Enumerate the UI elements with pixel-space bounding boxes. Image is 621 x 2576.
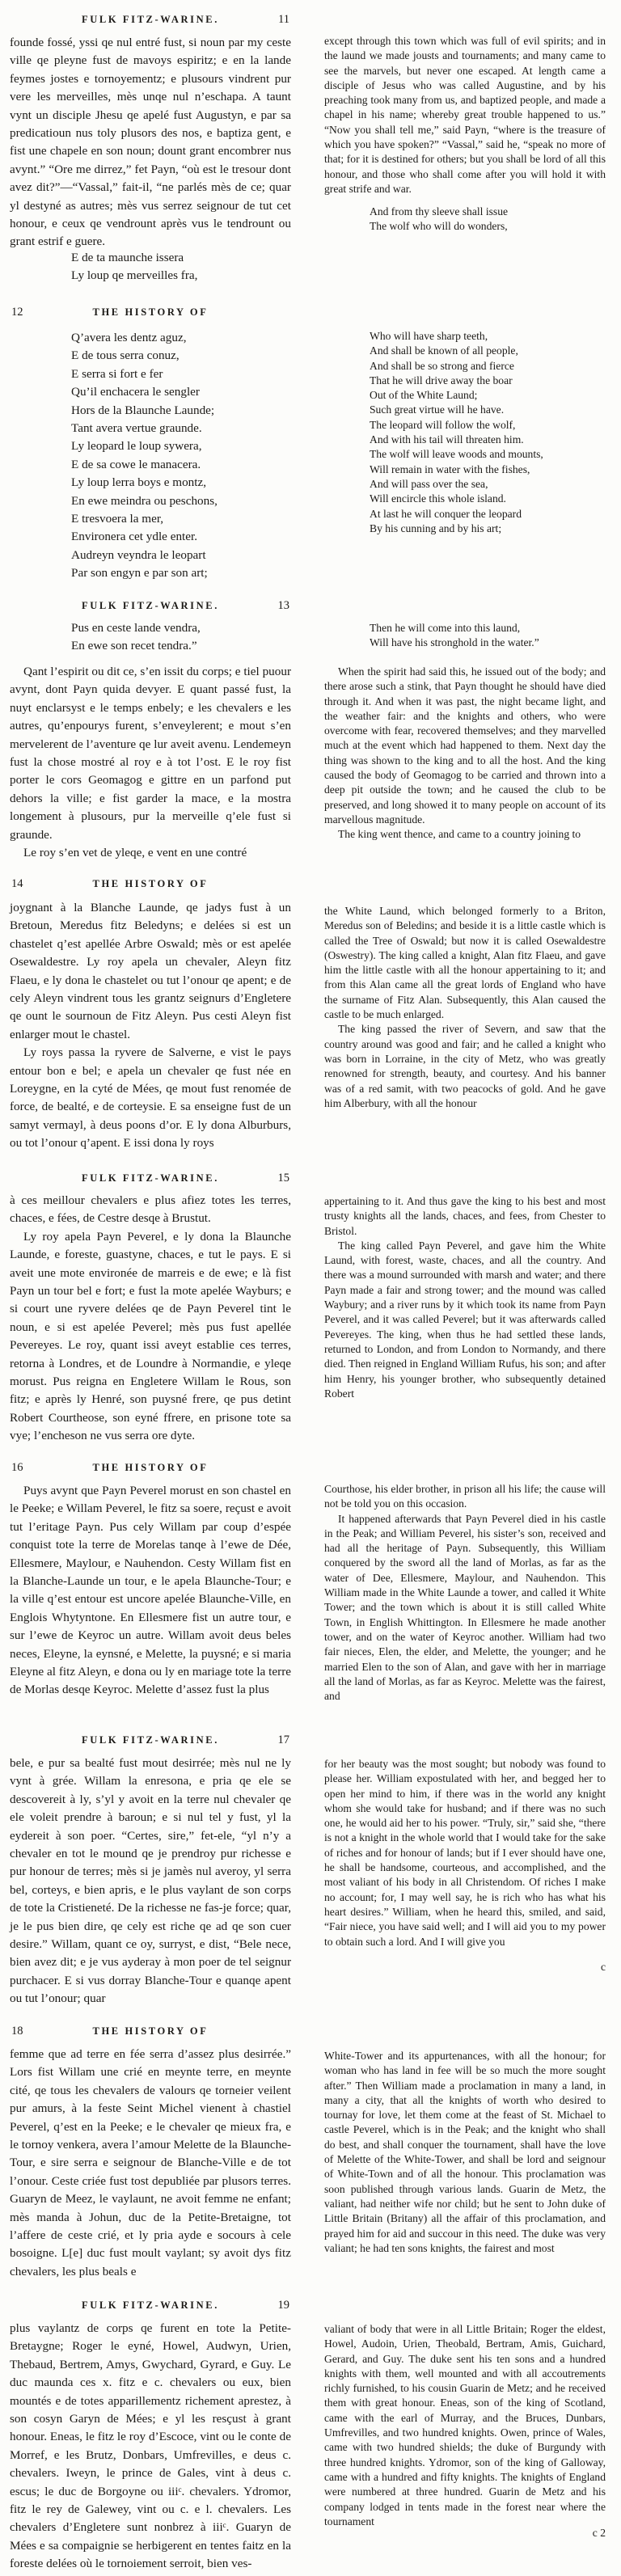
french-page-19-prose [10,2320,291,2574]
header-page-16 [10,1459,291,1477]
verse-line: En ewe son recet tendra.” [71,639,197,653]
prose-paragraph: Le roy s’en vet de yleqe, e vent en une contré [23,846,247,860]
page-number: 15 [277,1172,289,1185]
verse-line: And will pass over the sea, [370,477,488,490]
verse-line: Ly loup lerra boys e montz, [71,475,207,490]
verse-line: Such great virtue will he have. [370,403,505,416]
page-number: 11 [278,13,289,26]
verse-line: And with his tail will threaten him. [370,433,524,446]
prose-paragraph: Ly roy apela Payn Peverel, e ly dona la Blaunche Launde, e foreste, guastyne, chaces, e tut le pays. E si aveit une mote environée de marreis e de ewe; e là fist Payn un tour bel e fort; e fust la mote apelée Wayburs; e si court une ryvere delées qe de Payn Peverel tint le noun, e si est apelée Peverel; mès pus fust apellée Pevereyes. Le roy, quant issi aveyt establie ces terres, retorna à Londres, et de Loundre à Normandie, e yleqe morust. Pus reigna en Engletere Willam le Rous, son fitz; e après ly Henré, son puysné frere, qe pus detint Robert Courtheose, son eyné ffrere, en prisone tote sa vye; l’encheson ne vus serra ore dyte. [10,1229,291,1443]
prose-paragraph: appertaining to it. And thus gave the king to his best and most trusty knights all the lands, chaces, and fees, from Chester to Bristol. [324,1195,606,1237]
page-number: 16 [11,1461,23,1474]
french-page-18-prose [10,2046,291,2281]
french-page-17-prose [10,1755,291,2008]
prose-paragraph: à ces meillour chevalers e plus afiez totes les terres, chaces, e fées, de Cestre desqe à Brustut. [10,1193,291,1226]
english-page-19-prose [324,2322,606,2529]
prose-paragraph: valiant of body that were in all Little Britain; Roger the eldest, Howel, Audoin, Urien, Theobald, Bertram, Amis, Guichard, Gerard, and Guy. The duke sent his ten sons and a hundred knights with them, well mounted and with all accoutrements richly furnished, to his cousin Guarin de Metz; and he received them with great honour. Eneas, son of the king of Scotland, came with the earl of Murray, and the Bruces, Dunbars, Umfrevilles, and two hundred knights. Owen, prince of Wales, came with two hundred shields; the duke of Burgundy with three hundred knights. Ydromor, son of the king of Galloway, came with a hundred and fifty knights. The knights of England were numbered at three hundred. Guarin de Metz and his company lodged in tents made in the forest near where the tournament [324,2323,606,2527]
prose-paragraph: for her beauty was the most sought; but nobody was found to please her. William expostulated with her, and begged her to open her mind to him, if there was in the world any knight whom she would take for husband; and if there was no such one, he would aid her to his power. “Truly, sir,” said she, “there is not a knight in the whole world that I would take for the sake of riches and for honour of lands; but if I ever should have one, he shall be handsome, courteous, and accomplished, and the most valiant of his body in all Christendom. Of riches I make no account; for, I may well say, he is rich who has what his heart desires.” William, when he heard this, smiled, and said, “Fair niece, you have said well; and I will aid you to my power to obtain such a lord. And I will give you [324,1758,606,1948]
prose-paragraph: femme que ad terre en fée serra d’assez plus desirrée.” Lors fist Willam une crié en meynte terre, en meynte cité, qe tous les chevalers de valours qe torneier veilent pur amurs, à la feste Seint Michel vienent à chastiel Peverel, q’est en la Peeke; e le chevaler qe mieux fra, e le tornoy venkera, avera l’amour Melette de la Blaunche-Tour, e sire serra e seignour de Blanche-Ville e de tot l’onour. Ceste criée fust tost depubliée par plusors terres. Guaryn de Meez, le vaylaunt, ne avoit femme ne enfant; mès manda à Johun, duc de la Petite-Bretaigne, tot l’affere de ceste crié, et ly pria ayde e socours à cele bosoigne. L[e] duc fust moult vaylant; sy avoit dys fitz chevalers, les plus beals e [10,2047,291,2278]
french-page-11-verse [10,249,291,285]
header-page-17 [10,1732,291,1750]
prose-paragraph: founde fossé, yssi qe nul entré fust, si noun par my ceste ville qe pleyne fust de mavoys espiritz; e en la lande feymes jostes e tornoyementz; e plusours vindrent pur vere les merveilles, mès unqe nul n’eschapa. A taunt vynt un disciple Jhesu qe apelé fust Augustyn, e par sa predicatioun nus toly plusors des nos, e baptiza gent, e fist une chapele en son noun; dount grant encombrer nus avynt.” “Ore me dirrez,” fet Payn, “où est le tresour dont avez dit?”—“Vassal,” fait-il, “ne parlés mès de ce; quar yl destyné as autres; mès vus serrez seignour de tut cet honour, e ceux qe vendrount après vus le tendrount ou grant estrif e guere. [10,36,291,249]
verse-line: Hors de la Blaunche Launde; [71,403,215,417]
prose-paragraph: bele, e pur sa bealté fust mout desirrée; mès nul ne ly vynt à grée. Willam la enresona, e pria qe ele se descovereit à ly, s’yl y avoit en la terre nul chevaler qe ele voleit prendre à baroun; e si nul tel y fust, yl la eydereit à son poer. “Certes, sire,” fet-ele, “yl n’y a chevaler en tot le mound qe je prendroy pur richesse e pur honour de terres; mès si je jamès nul averoy, yl serra bel, corteys, e bien apris, e le plus vaylant de son corps de tote la Cristieneté. De la richesse ne fas-je force; quar, je le pus bien dire, qe cely est riche qe ad qe son cuer desire.” Willam, quant ce oy, surryst, e dist, “Bele nece, bien avez dit; e je vus ayderay à mon poer de tel seignur purchacer. E si vus dorray Blanche-Tour e quanqe apent ou tut l’onour; quar [10,1756,291,2006]
english-page-18-prose [324,2049,606,2256]
running-title: FULK FITZ-WARINE. [82,600,219,611]
verse-line: Ly leopard le loup sywera, [71,439,202,454]
header-page-13 [10,598,291,615]
signature-mark-c2: c 2 [592,2527,606,2539]
prose-paragraph: White-Tower and its appurtenances, with all the honour; for woman who has land in fee will be so much the more sought after.” Then William made a proclamation in many a land, in many a city, that all the knights of worth who desired to tournay for love, let them come at the feast of St. Michael to castle Peverel, which is in the Peak; and the knight who shall do best, and shall conquer the tournament, shall have the love of Melette of the White-Tower, and shall be lord and seignour of White-Town and of all the honour. This proclamation was soon published through various lands. Guarin de Metz, the valiant, had neither wife nor child; but he sent to John duke of Little Britain (Britany) all the affair of this proclamation, and prayed him for aid and succour in this need. The duke was very valiant; he had ten sons knights, the fairest and most [324,2050,606,2254]
prose-paragraph: except through this town which was full of evil spirits; and in the laund we made jousts and tournaments; and many came to see the marvels, but never one escaped. At length came a disciple of Jesus who was called Augustine, and by his preaching took many from us, and baptized people, and made a chapel in his name; whereby great trouble happened to us.” “Now you shall tell me,” said Payn, “where is the treasure of which you have spoken?” “Vassal,” said he, “speak no more of that; for it is destined for others; but you shall be lord of all this honour, and those who shall come after you will hold it with great strife and war. [324,35,606,195]
verse-line: And from thy sleeve shall issue [370,205,509,217]
verse-line: Will have his stronghold in the water.” [370,636,539,649]
french-page-11-prose [10,34,291,251]
prose-paragraph: joygnant à la Blanche Launde, qe jadys fust à un Bretoun, Meredus fitz Beledyns; e delées si est un chastelet q’est apellée Arbre Oswald; mès or est apelée Osewaldestre. Ly roy apela un chevaler, Aleyn fitz Flaeu, e ly dona le chastelet ou tut l’onour qe apent; e de cely Aleyn vindrent tous les grantz seignurs d’Engletere qe ount le sournoun de Fitz Aleyn. Pus cesti Aleyn fist enlarger mout le chastel. [10,901,291,1041]
verse-line: E de ta maunche issera [71,251,184,264]
english-page-17-prose [324,1757,606,1949]
prose-paragraph: Qant l’espirit ou dit ce, s’en issit du corps; e tiel puour avynt, dont Payn quida devyer. E quant passé fust, la nuyt enclarsyst e le temps enbely; e les chevalers e les autres, qu’enpourys furent, s’enveylerent; e mout s’en mervelerent de l’aventure qe lur aveit avenu. Lendemeyn fust la chose mostré al roy e à tot l’ost. E le roy fist porter le cors Geomagog e gittre en un parfond put dehors la ville; e fist garder la mace, e la mostra longement à plusours, pur la merveille q’ele fust si graunde. [10,665,291,842]
verse-line: Ly loup qe merveilles fra, [71,268,198,283]
french-page-13-prose [10,663,291,862]
header-page-14 [10,876,291,893]
verse-line: E de sa cowe le manacera. [71,457,201,471]
prose-paragraph: Ly roys passa la ryvere de Salverne, e vist le pays entour bon e bel; e apela un chevaler qe fust née en Loreygne, en la cyté de Mées, qe mout fust renomée de force, de bealté, e de corteysie. E sa enseigne fust de un samyt vermayl, à deus poons d’or. E ly dona Alburburs, ou tot l’onour q’apent. E issi dona ly roys [10,1045,291,1151]
verse-line: E serra si fort e fer [71,366,163,381]
english-page-15-prose [324,1194,606,1401]
verse-line: And shall be so strong and fierce [370,359,514,372]
verse-line: Par son engyn e par son art; [71,566,208,581]
verse-line: The leopard will follow the wolf, [370,418,516,431]
verse-line: The wolf will leave woods and mounts, [370,448,543,461]
prose-paragraph: plus vaylantz de corps qe furent en tote la Petite-Bretaygne; Roger le eyné, Howel, Audwyn, Urien, Thebaud, Bertrem, Amys, Gwychard, Gyrard, e Guy. Le duc maunda ces x. fitz e c. chevalers ou eux, bien mountés e de totes apparillementz richement aprestez, à son cosyn Garyn de Mées; e yl les resçust à grant honour. Eneas, le fitz le roy d’Escoce, vint ou le conte de Morref, e les Brutz, Donbars, Umfrevilles, e deus c. chevalers. Iweyn, le prince de Gales, vint à deus c. escus; le duc de Borgoyne ou iiiᶜ. chevalers. Ydromor, fitz le rey de Galewey, vint ou c. e l. chevalers. Les chevalers d’Engletere sunt nonbrez à iiiᶜ. Guaryn de Mées e sa compaignie se herbigerent en tentes faitz en la foreste delées où le tornoiement serroit, bien ves- [10,2321,291,2571]
verse-line: Then he will come into this laund, [370,622,521,634]
verse-line: Tant avera vertue graunde. [71,421,202,436]
english-page-11-prose [324,34,606,196]
header-page-12 [10,304,291,322]
page-number: 19 [277,2299,289,2312]
signature-mark-c: c [600,1961,606,1973]
running-title: THE HISTORY OF [92,878,209,889]
page-number: 12 [11,306,23,319]
french-page-16-prose [10,1482,291,1700]
prose-paragraph: The king called Payn Peverel, and gave him the White Laund, with forest, waste, chaces, and all the country. And there was a mound surrounded with marsh and water; and there Payn made a fair and strong tower; and the mound was called Waybury; and a river runs by it which took its name from Payn Peverel, and it was called Peverel; but it was afterwards called Pevereyes. The king, when thus he had settled these lands, returned to London, and from London to Normandy, and there died. Then reigned in England William Rufus, his son; and after him Henry, his younger brother, who subsequently detained Robert [324,1239,606,1400]
page-number: 17 [277,1734,289,1746]
verse-line: Q’avera les dentz aguz, [71,331,187,344]
prose-paragraph: It happened afterwards that Payn Peverel died in his castle in the Peak; and William Peverel, his sister’s son, received and had all the heritage of Payn. Subsequently, this William conquered by the sword all the land of Morlas, as far as the water of Dee, Ellesmere, Maylour, and Nauhendon. This William made in the White Launde a tower, and called it White Tower; and the town which is about it is still called White Town, in English Whittington. In Ellesmere he made another tower, and on the water of Keyroc another. William had two fair nieces, Elen, the elder, and Melette, the younger; and he married Elen to the son of Alan, and gave with her in marriage all the land of Morlas, as far as Keyroc. Melette was the fairest, and [324,1512,606,1703]
verse-line: By his cunning and by his art; [370,522,502,534]
running-title: FULK FITZ-WARINE. [82,14,219,25]
prose-paragraph: the White Laund, which belonged formerly to a Briton, Meredus son of Beledins; and beside it is a little castle which is called the Tree of Oswald; but now it is called Osewaldestre (Oswestry). The king called a knight, Alan fitz Flaeu, and gave him the little castle with all the honour appertaining to it; and from this Alan came all the great lords of England who have the surname of Fitz Alan. Subsequently, this Alan caused the castle to be much enlarged. [324,905,606,1021]
verse-line: The wolf who will do wonders, [370,220,508,233]
verse-line: Qu’il enchacera le sengler [71,385,200,399]
running-title: FULK FITZ-WARINE. [82,1734,219,1746]
running-title: THE HISTORY OF [92,2025,209,2037]
header-page-15 [10,1170,291,1188]
prose-paragraph: The king went thence, and came to a country joining to [338,828,581,841]
prose-paragraph: The king passed the river of Severn, and saw that the country around was good and fair; and he called a knight who was born in Lorraine, in the city of Metz, who was greatly renowned for strength, beauty, and courtesy. And his banner was of a red samit, with two peacocks of gold. And he gave him Alberbury, with all the honour [324,1023,606,1109]
verse-line: E de tous serra conuz, [71,348,180,363]
verse-line: En ewe meindra ou peschons, [71,493,218,508]
verse-line: Will encircle this whole island. [370,492,506,505]
french-page-15-prose [10,1192,291,1446]
verse-line: At last he will conquer the leopard [370,507,522,520]
french-page-12-verse [10,329,291,583]
verse-line: Audreyn veyndra le leopart [71,547,206,562]
page-number: 14 [11,877,23,890]
verse-line: Will remain in water with the fishes, [370,462,530,475]
header-page-11 [10,11,291,29]
french-page-13-verse [10,619,291,656]
page-number: 18 [11,2025,23,2038]
english-page-11-verse [324,205,606,234]
verse-line: Pus en ceste lande vendra, [71,621,201,635]
verse-line: And shall be known of all people, [370,344,518,357]
verse-line: E tresvoera la mer, [71,512,164,526]
verse-line: Who will have sharp teeth, [370,330,488,342]
french-page-14-prose [10,899,291,1153]
page-number: 13 [277,599,289,612]
english-page-16-prose [324,1482,606,1704]
english-page-12-verse [324,329,606,536]
verse-line: Environera cet ydle enter. [71,530,198,544]
english-page-13-prose [324,665,606,842]
running-title: FULK FITZ-WARINE. [82,2299,219,2311]
verse-line: That he will drive away the boar [370,374,513,386]
verse-line: Out of the White Laund; [370,389,478,402]
english-page-14-prose [324,904,606,1111]
header-page-19 [10,2297,291,2315]
running-title: THE HISTORY OF [92,1462,209,1473]
prose-paragraph: Courthose, his elder brother, in prison all his life; the cause will not be told you on this occasion. [324,1483,606,1510]
running-title: THE HISTORY OF [92,306,209,318]
header-page-18 [10,2023,291,2041]
english-page-13-verse [324,621,606,651]
prose-paragraph: When the spirit had said this, he issued out of the body; and there arose such a stink, that Payn thought he should have died through it. And when it was past, the night became light, and the weather fair: and the knights and others, who were overcome with fear, recovered themselves; and they marvelled much at the event which had happened to them. Next day the thing was shown to the king and to all the host. And the king caused the body of Geomagog to be carried and thrown into a deep pit outside the town; and he caused the club to be preserved, and long showed it to many people on account of its marvellous magnitude. [324,665,606,826]
running-title: FULK FITZ-WARINE. [82,1172,219,1184]
prose-paragraph: Puys avynt que Payn Peverel morust en son chastel en le Peeke; e Willam Peverel, le fitz sa soere, reçust e avoit tut l’eritage Payn. Pus cely Willam par coup d’espée conquist tote la terre de Morelas tanqe à l’ewe de Dée, Ellesmere, Maylour, e Nauhendon. Cesty Willam fist en la Blanche-Launde un tour, e le apela Blaunche-Tour; e la ville q’est entour est uncore apelée Blaunche-Ville, en Englois Whytyntone. En Ellesmere fist un autre tour, e sur l’ewe de Keyroc un autre. Willam avoit deus beles neces, Eleyne, la eynsné, e Melette, la puysné; e si maria Eleyne al fitz Aleyn, e dona ou ly en mariage tote la terre de Morlas desqe Keyroc. Melette d’assez fust la plus [10,1484,291,1697]
